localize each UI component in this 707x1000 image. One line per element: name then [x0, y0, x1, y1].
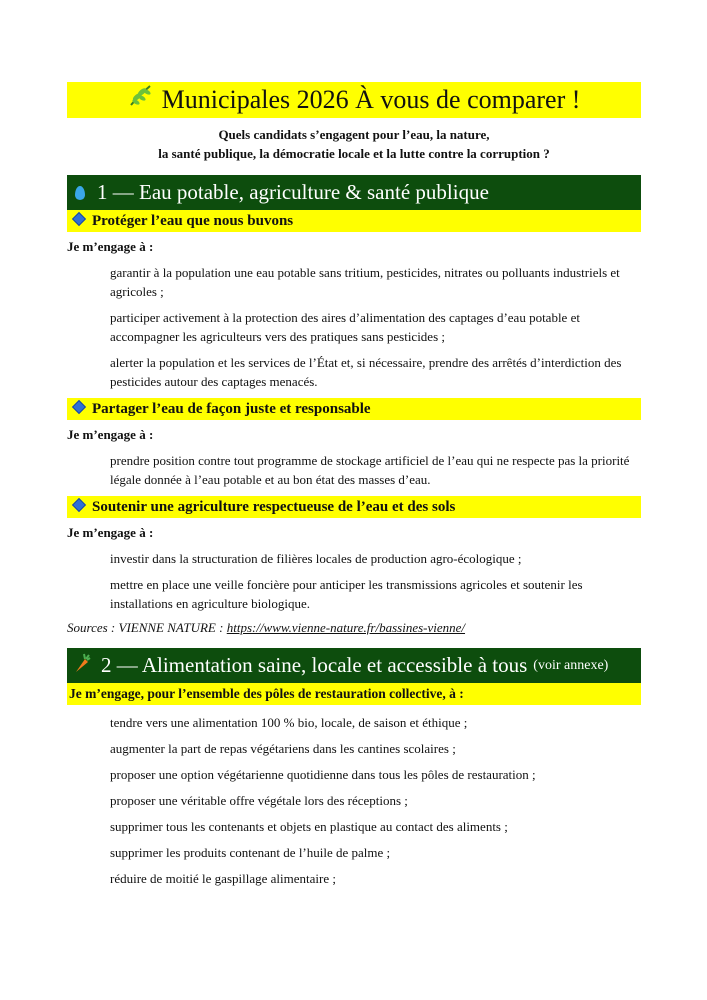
section-2-note: (voir annexe)	[533, 657, 609, 673]
section-2-commit-heading: Je m’engage, pour l’ensemble des pôles de restauration collective, à :	[67, 683, 641, 705]
water-drop-icon	[75, 186, 85, 200]
subtitle-line-1: Quels candidats s’engagent pour l’eau, la nature,	[218, 127, 490, 142]
list-item: augmenter la part de repas végétariens dans les cantines scolaires ;	[110, 741, 456, 756]
blue-diamond-icon	[72, 212, 86, 226]
list-item: proposer une option végétarienne quotidienne dans tous les pôles de restauration ;	[110, 767, 536, 782]
commit-label: Je m’engage à :	[67, 427, 154, 442]
subtitle-line-2: la santé publique, la démocratie locale et la lutte contre la corruption ?	[158, 146, 550, 161]
sources	[67, 620, 641, 636]
blue-diamond-icon	[72, 400, 86, 414]
block-3-heading	[67, 496, 641, 518]
title-bar	[67, 82, 641, 118]
commit-label: Je m’engage à :	[67, 239, 154, 254]
block-1-heading-text: Protéger l’eau que nous buvons	[92, 212, 294, 229]
section-1-header	[67, 175, 641, 210]
sources-label: Sources : VIENNE NATURE :	[67, 620, 227, 635]
commit-label: Je m’engage à :	[67, 525, 154, 540]
blue-diamond-icon	[72, 498, 86, 512]
list-item: proposer une véritable offre végétale lors des réceptions ;	[110, 793, 408, 808]
list-item: réduire de moitié le gaspillage alimentaire ;	[110, 871, 336, 886]
section-2-title: 2 — Alimentation saine, locale et accessible à tous	[101, 653, 528, 677]
herb-icon	[128, 82, 154, 118]
section-1-title: 1 — Eau potable, agriculture & santé publique	[97, 180, 489, 204]
document	[67, 82, 641, 895]
block-2-heading	[67, 398, 641, 420]
list-item: investir dans la structuration de filières locales de production agro-écologique ;	[110, 551, 522, 566]
list-item: supprimer les produits contenant de l’huile de palme ;	[110, 845, 391, 860]
list-item: mettre en place une veille foncière pour anticiper les transmissions agricoles et soutenir les installations en agriculture biologique.	[110, 577, 583, 611]
sources-link[interactable]: https://www.vienne-nature.fr/bassines-vienne/	[226, 620, 466, 635]
block-2-heading-text: Partager l’eau de façon juste et responsable	[92, 400, 371, 417]
list-item: supprimer tous les contenants et objets en plastique au contact des aliments ;	[110, 819, 508, 834]
list-item: garantir à la population une eau potable sans tritium, pesticides, nitrates ou polluants industriels et agricoles ;	[110, 265, 620, 299]
subtitle	[67, 125, 641, 163]
block-1-heading	[67, 210, 641, 232]
list-item: alerter la population et les services de l’État et, si nécessaire, prendre des arrêtés d’interdiction des pesticides autour des captages menacés.	[110, 355, 622, 389]
list-item: tendre vers une alimentation 100 % bio, locale, de saison et éthique ;	[110, 715, 468, 730]
section-2-header	[67, 648, 641, 683]
block-3-heading-text: Soutenir une agriculture respectueuse de l’eau et des sols	[92, 498, 456, 515]
carrot-icon	[73, 652, 91, 679]
list-item: prendre position contre tout programme de stockage artificiel de l’eau qui ne respecte pas la priorité légale donnée à l’eau potable et au bon état des masses d’eau.	[110, 453, 630, 487]
page-title: Municipales 2026 À vous de comparer !	[161, 85, 581, 114]
list-item: participer activement à la protection des aires d’alimentation des captages d’eau potable et accompagner les agriculteurs vers des pratiques sans pesticides ;	[110, 310, 580, 344]
